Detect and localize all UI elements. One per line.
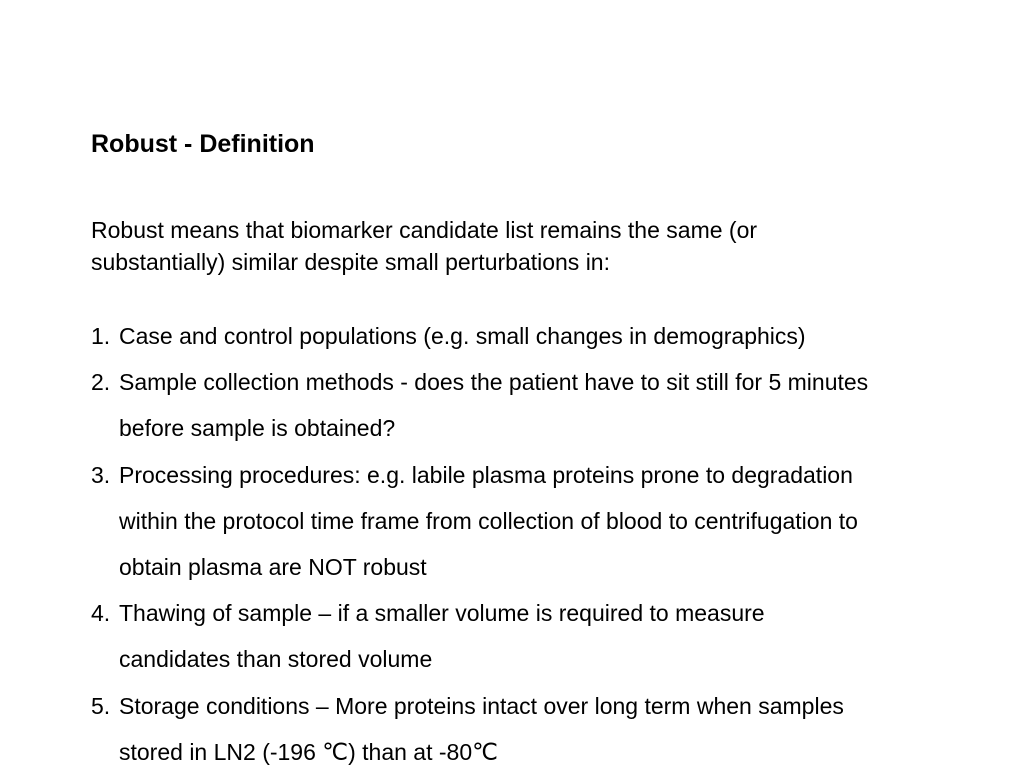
list-item-text: Storage conditions – More proteins intact over long term when samples — [119, 692, 844, 719]
list-item-text: Sample collection methods - does the patient have to sit still for 5 minutes — [119, 369, 869, 396]
list-number: 3. — [91, 461, 111, 488]
list-item-text: Thawing of sample – if a smaller volume is required to measure — [119, 600, 765, 627]
list-item-line — [91, 313, 991, 359]
slide-title: Robust - Definition — [91, 130, 315, 158]
list-item-3 — [91, 452, 991, 591]
list-item-line — [91, 452, 991, 498]
list-item-text: Processing procedures: e.g. labile plasma proteins prone to degradation — [119, 461, 853, 488]
list-item-continuation: stored in LN2 (-196 ℃) than at -80℃ — [119, 738, 498, 765]
list-number: 4. — [91, 600, 111, 627]
list-item-2 — [91, 359, 991, 451]
list-item-1 — [91, 313, 991, 359]
list-item-text: Case and control populations (e.g. small changes in demographics) — [119, 323, 806, 349]
list-item-continuation: within the protocol time frame from collection of blood to centrifugation to — [119, 507, 858, 534]
list-number: 1. — [91, 323, 111, 349]
list-item-line — [91, 683, 991, 729]
list-item-4 — [91, 590, 991, 682]
list-item-continuation: before sample is obtained? — [119, 415, 396, 442]
list-number: 2. — [91, 369, 111, 396]
perturbation-list — [91, 313, 991, 775]
list-number: 5. — [91, 692, 111, 719]
intro-paragraph — [91, 214, 971, 278]
list-item-5 — [91, 683, 991, 775]
intro-line: substantially) similar despite small perturbations in: — [91, 249, 610, 275]
intro-line: Robust means that biomarker candidate list remains the same (or — [91, 217, 758, 243]
list-item-continuation: obtain plasma are NOT robust — [119, 554, 427, 581]
list-item-line — [91, 359, 991, 405]
list-item-continuation: candidates than stored volume — [119, 646, 433, 673]
list-item-line — [91, 590, 991, 636]
